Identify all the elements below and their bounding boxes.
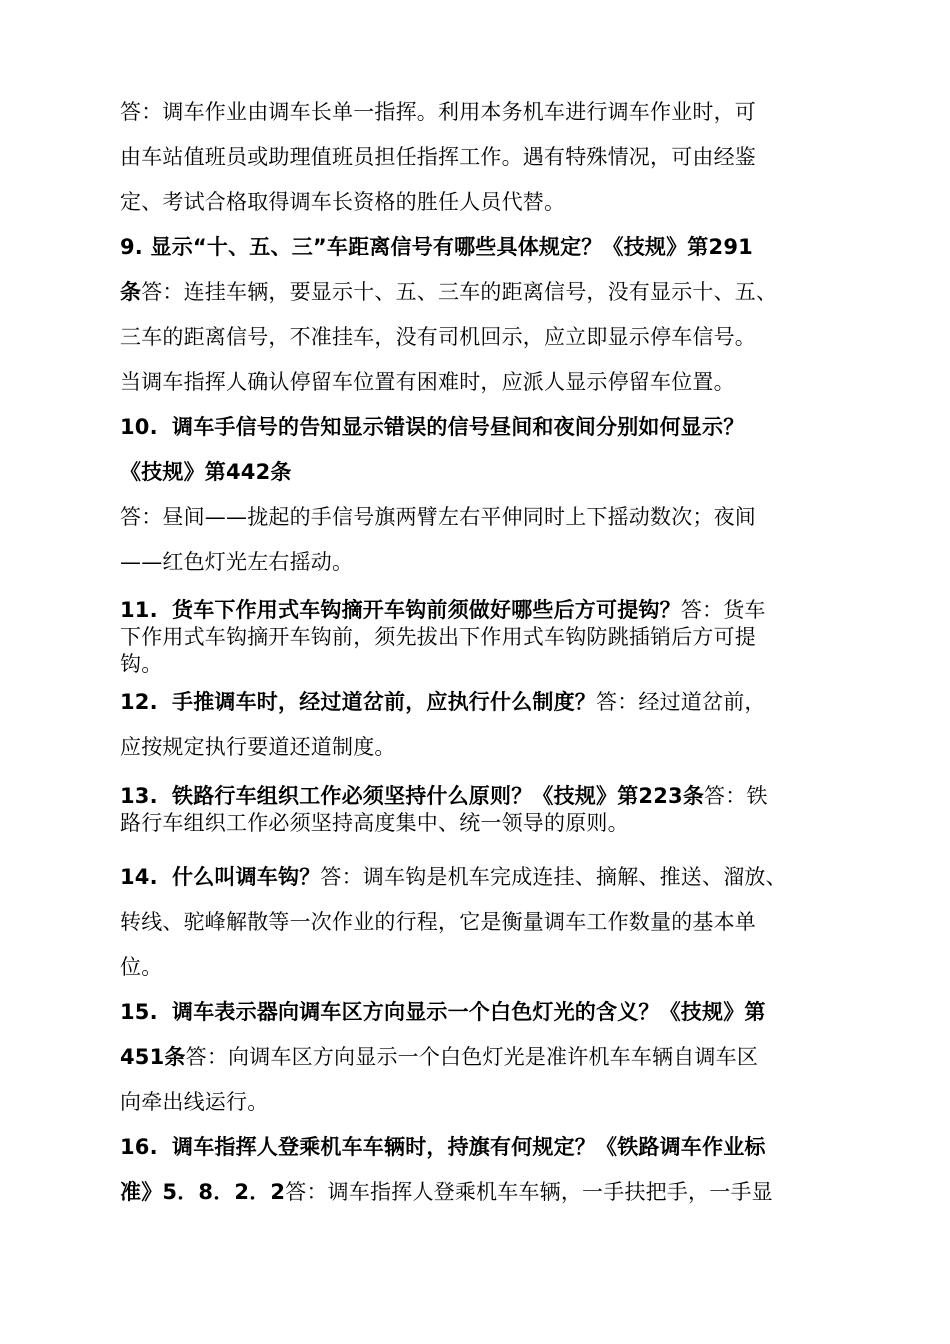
answer-line: 转线、驼峰解散等一次作业的行程，它是衡量调车工作数量的基本单 <box>120 910 756 934</box>
answer-line: 路行车组织工作必须坚持高度集中、统一领导的原则。 <box>120 811 629 835</box>
answer-line: 下作用式车钩摘开车钩前，须先拔出下作用式车钩防跳插销后方可提 <box>120 625 756 649</box>
answer-line: ——红色灯光左右摇动。 <box>120 550 354 574</box>
answer-line: 位。 <box>120 955 163 979</box>
answer-line: 钩。 <box>120 652 163 676</box>
question-9: 9. 显示“十、五、三”车距离信号有哪些具体规定？《技规》第291 <box>120 235 753 259</box>
answer-line: 451条答：向调车区方向显示一个白色灯光是准许机车车辆自调车区 <box>120 1045 759 1069</box>
text-line: 由车站值班员或助理值班员担任指挥工作。遇有特殊情况，可由经鉴 <box>120 145 756 169</box>
question-10: 10. 调车手信号的告知显示错误的信号昼间和夜间分别如何显示？ <box>120 415 745 439</box>
answer-line: 条答：连挂车辆，要显示十、五、三车的距离信号，没有显示十、五、 <box>120 280 778 304</box>
answer-line: 准》5．8．2．2答：调车指挥人登乘机车车辆，一手扶把手，一手显 <box>120 1180 773 1204</box>
question-14: 14. 什么叫调车钩？答：调车钩是机车完成连挂、摘解、推送、溜放、 <box>120 865 787 889</box>
question-12: 12. 手推调车时，经过道岔前，应执行什么制度？答：经过道岔前， <box>120 690 766 714</box>
text-line: 定、考试合格取得调车长资格的胜任人员代替。 <box>120 190 566 214</box>
question-13: 13. 铁路行车组织工作必须坚持什么原则？《技规》第223条答：铁 <box>120 784 768 808</box>
answer-line: 应按规定执行要道还道制度。 <box>120 735 396 759</box>
answer-line: 答：昼间——拢起的手信号旗两臂左右平伸同时上下摇动数次；夜间 <box>120 505 756 529</box>
question-11: 11. 货车下作用式车钩摘开车钩前须做好哪些后方可提钩？答：货车 <box>120 598 766 622</box>
question-15: 15. 调车表示器向调车区方向显示一个白色灯光的含义？《技规》第 <box>120 1000 766 1024</box>
answer-line: 向牵出线运行。 <box>120 1090 269 1114</box>
answer-line: 当调车指挥人确认停留车位置有困难时，应派人显示停留车位置。 <box>120 370 735 394</box>
question-16: 16. 调车指挥人登乘机车车辆时，持旗有何规定？《铁路调车作业标 <box>120 1135 766 1159</box>
text-line: 答：调车作业由调车长单一指挥。利用本务机车进行调车作业时，可 <box>120 100 756 124</box>
question-10-ref: 《技规》第442条 <box>120 460 292 484</box>
answer-line: 三车的距离信号，不准挂车，没有司机回示，应立即显示停车信号。 <box>120 325 756 349</box>
